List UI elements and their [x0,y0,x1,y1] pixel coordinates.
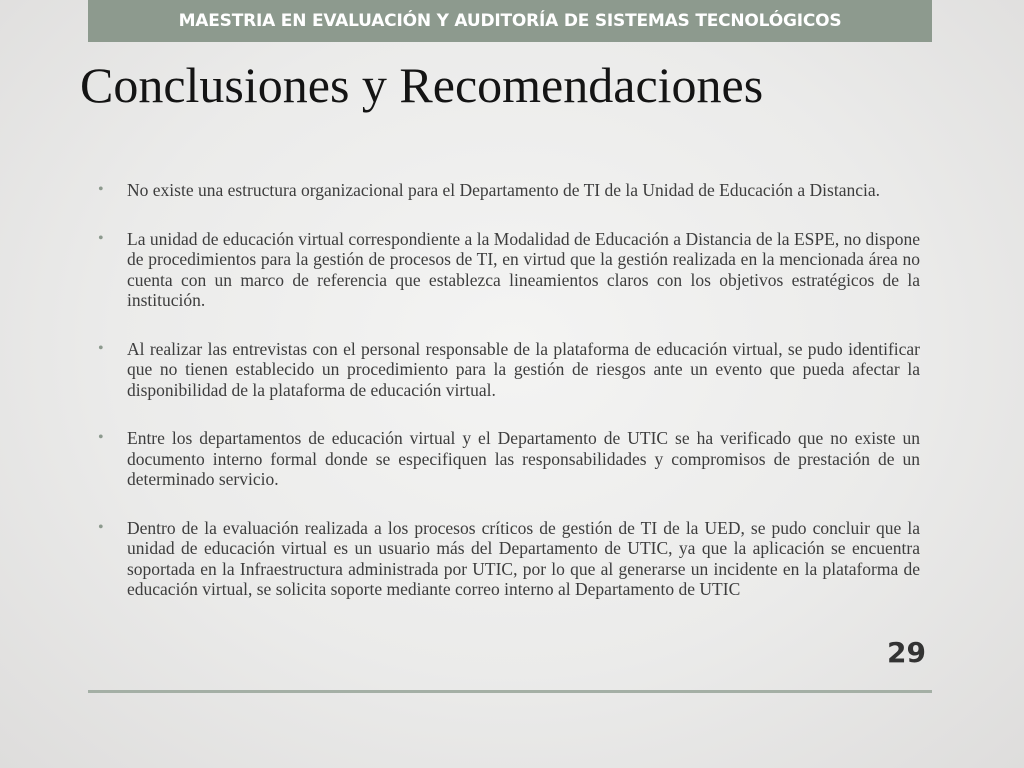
header-banner [88,0,932,42]
slide-title: Conclusiones y Recomendaciones [80,57,764,113]
bullet-icon: • [98,429,104,446]
bullet-item [98,518,920,600]
bullet-icon: • [98,229,104,247]
bullet-item [98,428,920,490]
bullet-icon: • [98,518,104,536]
bullet-text: Dentro de la evaluación realizada a los procesos críticos de gestión de TI de la UED, se pudo concluir que la unidad de educación virtual es un usuario más del Departamento de UTIC, ya que la aplicación se encuentra soportada en la Infraestructura administrada por UTIC, por lo que al generarse un incidente en la plataforma de educación virtual, se solicita soporte mediante correo interno al Departamento de UTIC [127,517,920,599]
bullet-list [98,180,920,628]
bullet-item [98,339,920,401]
bullet-icon: • [98,339,104,357]
page-number: 29 [887,636,926,669]
bullet-text: La unidad de educación virtual correspondiente a la Modalidad de Educación a Distancia de la ESPE, no dispone de procedimientos para la gestión de procesos de TI, en virtud que la gestión realizada en la mencionada área no cuenta con un marco de referencia que establezca lineamientos claros con los objetivos estratégicos de la institución. [127,228,920,310]
bullet-text: No existe una estructura organizacional para el Departamento de TI de la Unidad de Educación a Distancia. [127,180,880,200]
bullet-item [98,180,920,201]
bullet-text: Entre los departamentos de educación virtual y el Departamento de UTIC se ha verificado que no existe un documento interno formal donde se especifiquen las responsabilidades y compromisos de prestación de un determinado servicio. [127,428,920,489]
bullet-icon: • [98,181,104,198]
bullet-text: Al realizar las entrevistas con el personal responsable de la plataforma de educación virtual, se pudo identificar que no tienen establecido un procedimiento para la gestión de riesgos ante un evento que pueda afectar la disponibilidad de la plataforma de educación virtual. [127,338,920,400]
footer-divider [88,690,932,693]
bullet-item [98,229,920,311]
header-banner-text: MAESTRIA EN EVALUACIÓN Y AUDITORÍA DE SISTEMAS TECNOLÓGICOS [178,11,842,31]
